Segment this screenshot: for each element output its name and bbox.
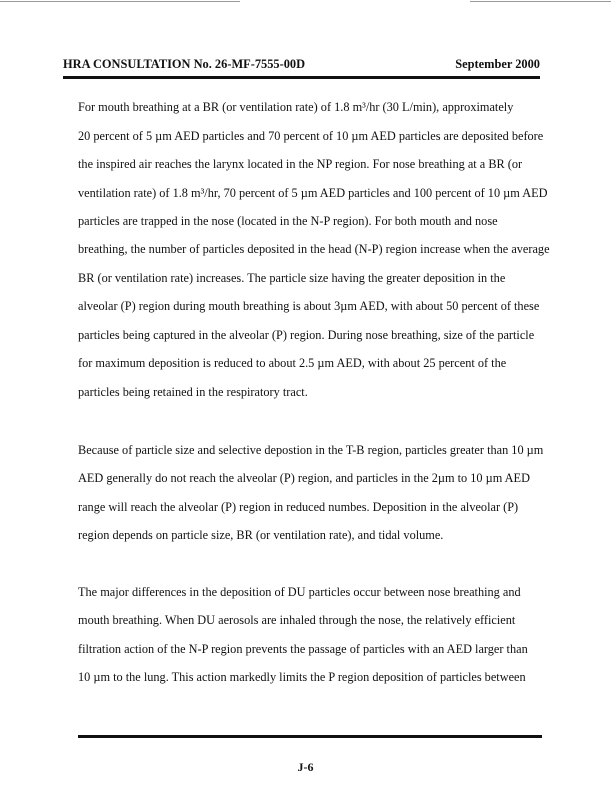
text-line: 10 µm to the lung. This action markedly limits the P region deposition of particles between xyxy=(78,670,526,684)
text-line: 20 percent of 5 µm AED particles and 70 percent of 10 µm AED particles are deposited before xyxy=(78,129,544,143)
text-line: particles being retained in the respiratory tract. xyxy=(78,385,308,399)
scan-edge-left xyxy=(0,1,240,2)
header-rule xyxy=(63,76,540,79)
text-line: BR (or ventilation rate) increases. The particle size having the greater deposition in the xyxy=(78,271,506,285)
text-line: the inspired air reaches the larynx located in the NP region. For nose breathing at a BR (or xyxy=(78,157,523,171)
text-line: alveolar (P) region during mouth breathing is about 3µm AED, with about 50 percent of these xyxy=(78,299,540,313)
text-line: particles being captured in the alveolar (P) region. During nose breathing, size of the particle xyxy=(78,328,535,342)
text-line: mouth breathing. When DU aerosols are inhaled through the nose, the relatively efficient xyxy=(78,613,516,627)
footer-rule xyxy=(78,735,542,738)
text-line: AED generally do not reach the alveolar (P) region, and particles in the 2µm to 10 µm AED xyxy=(78,471,530,485)
text-line: filtration action of the N-P region prevents the passage of particles with an AED larger than xyxy=(78,642,528,656)
text-line: breathing, the number of particles deposited in the head (N-P) region increase when the average xyxy=(78,242,550,256)
document-date: September 2000 xyxy=(455,57,540,71)
page-header xyxy=(63,57,540,72)
text-line: for maximum deposition is reduced to about 2.5 µm AED, with about 25 percent of the xyxy=(78,356,507,370)
page-number: J-6 xyxy=(297,760,314,774)
text-line: The major differences in the deposition of DU particles occur between nose breathing and xyxy=(78,585,521,599)
scan-edge-right xyxy=(470,1,611,2)
text-line: region depends on particle size, BR (or ventilation rate), and tidal volume. xyxy=(78,528,444,542)
text-line: ventilation rate) of 1.8 m³/hr, 70 percent of 5 µm AED particles and 100 percent of 10 µm AED xyxy=(78,186,548,200)
document-title: HRA CONSULTATION No. 26-MF-7555-00D xyxy=(63,57,306,71)
text-line: range will reach the alveolar (P) region in reduced numbes. Deposition in the alveolar (P) xyxy=(78,500,519,514)
text-line: Because of particle size and selective depostion in the T-B region, particles greater than 10 µm xyxy=(78,443,544,457)
text-line: For mouth breathing at a BR (or ventilation rate) of 1.8 m³/hr (30 L/min), approximately xyxy=(78,100,514,114)
text-line: particles are trapped in the nose (located in the N-P region). For both mouth and nose xyxy=(78,214,498,228)
